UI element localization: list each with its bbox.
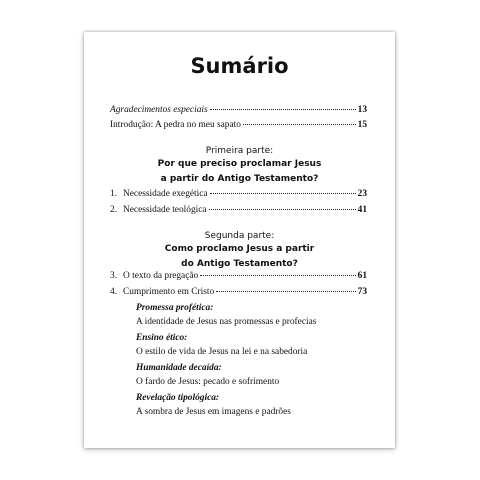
toc-page-number: 73 (357, 287, 367, 297)
part-label: Primeira parte: (205, 146, 274, 156)
toc-page-number: 23 (357, 189, 367, 199)
chapter-number: 3. (110, 271, 118, 281)
chapter-number: 1. (110, 189, 118, 199)
toc-page-number: 61 (357, 271, 367, 281)
dot-leader (216, 291, 355, 292)
subsection-text: A identidade de Jesus nas promessas e profecias (136, 317, 317, 327)
part-title-line: Como proclamo Jesus a partir (164, 244, 315, 254)
toc-entry-chapter-3 (110, 270, 367, 282)
part-title-line: do Antigo Testamento? (181, 259, 298, 269)
subsection-text: O fardo de Jesus: pecado e sofrimento (136, 377, 280, 387)
dot-leader (209, 209, 356, 210)
toc-entry-chapter-2 (110, 204, 367, 216)
chapter-number: 4. (110, 287, 118, 297)
subsection-text: O estilo de vida de Jesus na lei e na sabedoria (136, 347, 308, 357)
toc-entry-acknowledgements (110, 104, 367, 116)
toc-entry-label: Introdução: A pedra no meu sapato (110, 120, 241, 130)
chapter-number: 2. (110, 205, 118, 215)
toc-entry-chapter-4 (110, 286, 367, 298)
toc-page-number: 15 (357, 120, 367, 130)
toc-entry-introduction (110, 119, 367, 131)
toc-entry-label: Cumprimento em Cristo (123, 287, 215, 297)
subsection-text: A sombra de Jesus em imagens e padrões (136, 407, 291, 417)
toc-entry-chapter-1 (110, 188, 367, 200)
part-title-line: a partir do Antigo Testamento? (160, 174, 319, 184)
toc-entry-label: Agradecimentos especiais (110, 105, 208, 115)
dot-leader (210, 193, 356, 194)
page-title: Sumário (190, 54, 289, 78)
subsection-heading: Promessa profética: (136, 303, 214, 313)
toc-entry-label: Necessidade teológica (123, 205, 207, 215)
part-label: Segunda parte: (204, 231, 275, 241)
subsection-heading: Ensino ético: (136, 333, 188, 343)
book-page (84, 32, 395, 448)
toc-page-number: 13 (357, 105, 367, 115)
subsection-heading: Humanidade decaída: (136, 363, 222, 373)
part-title-line: Por que preciso proclamar Jesus (157, 159, 322, 169)
dot-leader (210, 109, 356, 110)
toc-page-number: 41 (357, 205, 367, 215)
toc-entry-label: Necessidade exegética (123, 189, 208, 199)
toc-entry-label: O texto da pregação (123, 271, 199, 281)
dot-leader (243, 124, 356, 125)
dot-leader (200, 275, 355, 276)
subsection-heading: Revelação tipológica: (136, 393, 220, 403)
